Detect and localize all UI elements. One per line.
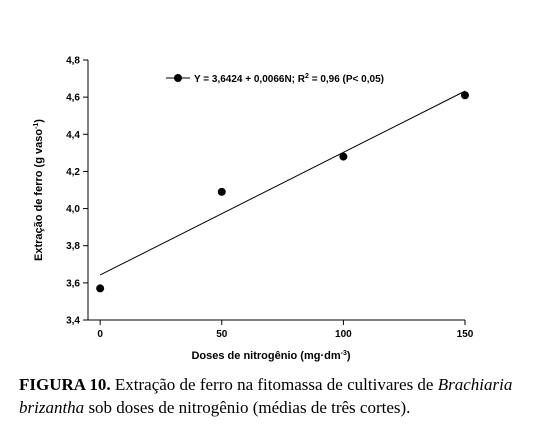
y-tick-label: 4,2 — [66, 166, 80, 178]
y-tick-label: 4,6 — [66, 92, 80, 104]
x-axis-title: Doses de nitrogênio $(mg\cdot dm^{-3})$ — [191, 350, 351, 362]
figure-caption — [19, 373, 534, 419]
y-tick-label: 4,0 — [66, 204, 80, 216]
caption-species: Brachiaria brizantha — [19, 375, 513, 417]
caption-text-end: sob doses de nitrogênio (médias de três cortes). — [84, 398, 411, 417]
x-tick-label: 100 — [335, 329, 352, 340]
legend-text: Y = 3,6424 + 0,0066N; $R^2 = 0,96$ (P< 0,05) — [194, 73, 384, 85]
data-point — [218, 188, 226, 196]
data-point — [339, 153, 347, 161]
x-tick-label: 50 — [216, 329, 228, 340]
y-tick-label: 3,6 — [66, 278, 80, 290]
data-point — [96, 284, 104, 292]
caption-label: FIGURA 10. — [19, 375, 111, 394]
x-tick-label: 150 — [456, 329, 474, 340]
plot-area — [66, 56, 474, 341]
x-tick-label: 0 — [97, 329, 103, 340]
x-ticks — [97, 320, 473, 340]
y-tick-label: 4,4 — [66, 129, 80, 141]
y-tick-label: 4,8 — [66, 55, 80, 67]
caption-text: Extração de ferro na fitomassa de cultivares de — [110, 375, 438, 394]
y-tick-label: 3,8 — [66, 241, 80, 253]
y-axis-title: Extração de ferro (g vaso$^{-1}$) — [33, 119, 45, 261]
y-ticks — [66, 56, 88, 327]
data-point — [461, 91, 469, 99]
regression-line — [100, 91, 465, 275]
y-tick-label: 3,4 — [66, 315, 80, 327]
data-points — [96, 91, 469, 292]
legend — [166, 73, 384, 85]
legend-marker — [174, 74, 182, 82]
